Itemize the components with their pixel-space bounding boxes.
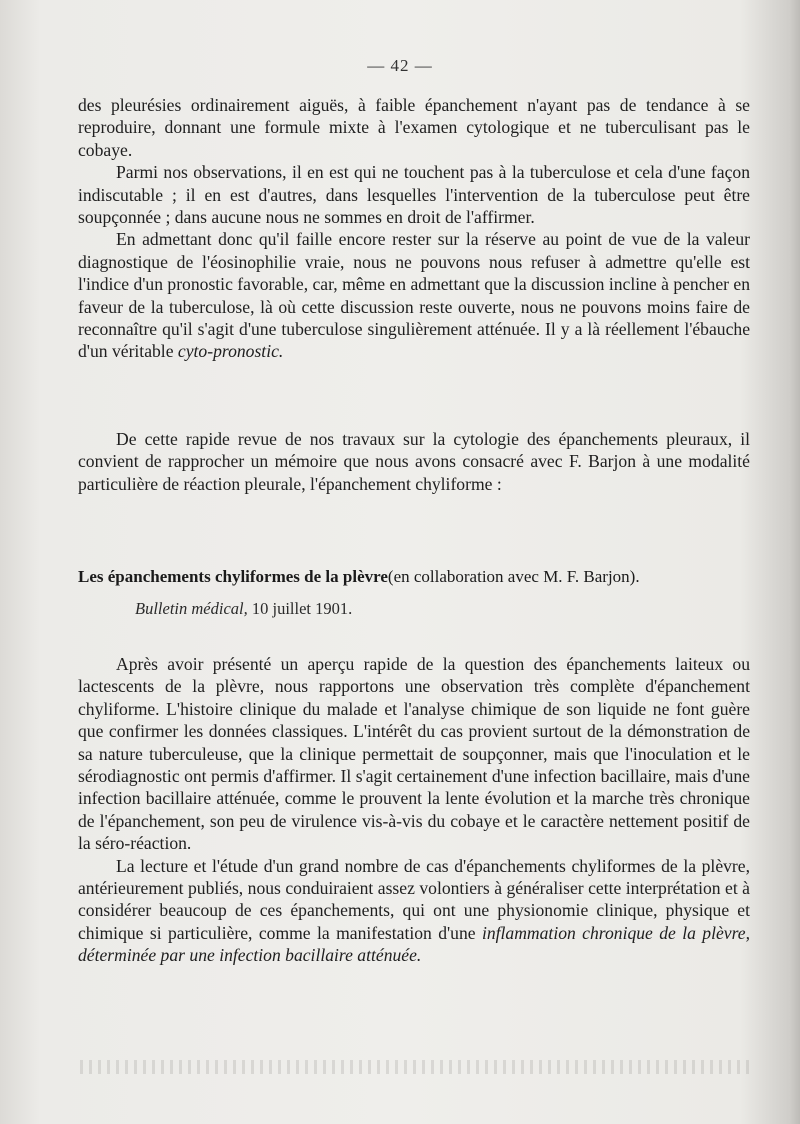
section-heading — [78, 566, 750, 588]
citation-date: 10 juillet 1901. — [251, 599, 353, 618]
paragraph-apercu: Après avoir présenté un aperçu rapide de la question des épanchements laiteux ou lactescents de la plèvre, nous rapportons une observation très complète d'épanchement chyliforme. L'histoire clinique du malade et l'analyse chimique de son liquide ne font guère que confirmer les données classiques. L'intérêt du cas provient surtout de la démonstration de sa nature tuberculeuse, que la clinique permettait de soupçonner, mais que l'inoculation et le sérodiagnostic ont permis d'affirmer. Il s'agit certainement d'une infection bacillaire, mais d'une infection bacillaire atténuée, comme le prouvent la lente évolution et la marche très chronique de l'épanchement, son peu de virulence vis-à-vis du cobaye et le caractère nettement positif de la séro-réaction. — [78, 654, 750, 854]
paragraph-lecture-text: La lecture et l'étude d'un grand nombre de cas d'épanchements chyliformes de la plèvre, antérieurement publiés, nous conduiraient assez volontiers à généraliser cette interprétation et à considérer beaucoup de ces épanchements, qui ont une physionomie clinique, physique et chimique si particulière, comme la manifestation d'une — [78, 855, 750, 943]
conclusion-italic: inflammation chronique de la plèvre, déterminée par une infection bacillaire atténuée. — [78, 922, 750, 966]
text-block-middle — [78, 428, 750, 495]
cyto-pronostic-term: cyto-pronostic. — [177, 341, 284, 362]
paragraph-continuation: des pleurésies ordinairement aiguës, à faible épanchement n'ayant pas de tendance à se reproduire, donnant une formule mixte à l'examen cytologique et ne tuberculisant pas le cobaye. — [78, 95, 750, 160]
paragraph-eosinophilie-text: En admettant donc qu'il faille encore rester sur la réserve au point de vue de la valeur diagnostique de l'éosinophilie vraie, nous ne pouvons nous refuser à admettre qu'elle est l'indice d'un pronostic favorable, car, même en admettant que la discussion incline à pencher en faveur de la tuberculose, là où cette discussion reste ouverte, nous ne pouvons moins faire de reconnaître qu'il s'agit d'une tuberculose singulièrement atténuée. Il y a là réellement l'ébauche d'un véritable — [78, 229, 750, 362]
section-collaboration: (en collaboration avec M. F. Barjon). — [387, 567, 640, 586]
section-title: Les épanchements chyliformes de la plèvre — [78, 567, 388, 586]
citation — [135, 598, 352, 620]
bleed-through-marks — [80, 1060, 750, 1074]
paragraph-eosinophilie — [78, 228, 750, 362]
text-block-top — [78, 94, 750, 363]
paragraph-observations: Parmi nos observations, il en est qui ne touchent pas à la tuberculose et cela d'une façon indiscutable ; il en est d'autres, dans lesquelles l'intervention de la tuberculose peut être soupçonnée ; dans aucune nous ne sommes en droit de l'affirmer. — [78, 162, 750, 228]
citation-journal: Bulletin médical, — [135, 599, 248, 618]
page-number: — 42 — — [367, 56, 433, 75]
paragraph-lecture — [78, 855, 750, 967]
text-block-bottom — [78, 653, 750, 967]
paragraph-revue: De cette rapide revue de nos travaux sur la cytologie des épanchements pleuraux, il convient de rapprocher un mémoire que nous avons consacré avec F. Barjon à une modalité particulière de réaction pleurale, l'épanchement chyliforme : — [78, 429, 750, 494]
